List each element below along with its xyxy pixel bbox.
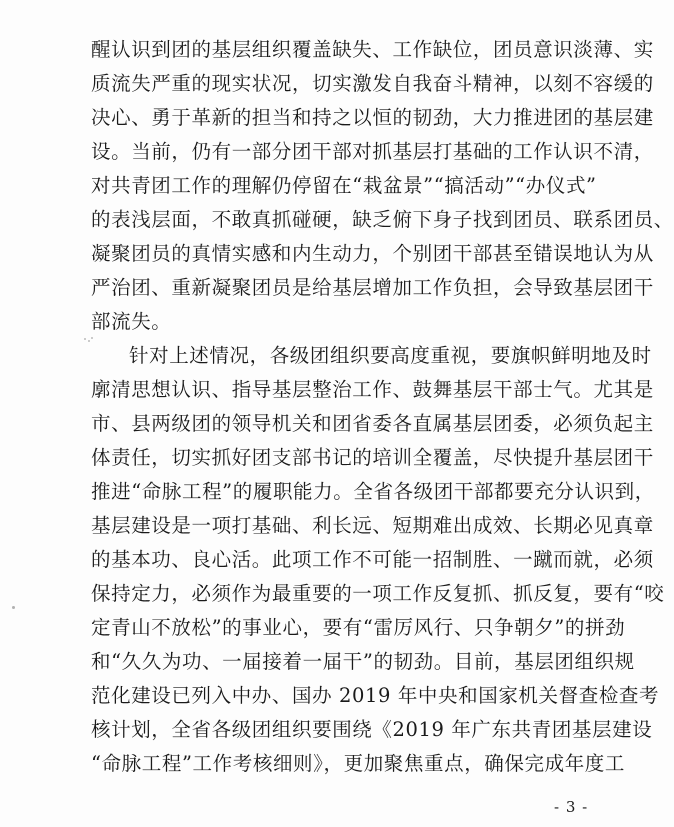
text-line: 醒认识到团的基层组织覆盖缺失、工作缺位，团员意识淡薄、实 bbox=[91, 38, 654, 61]
text-line: 核计划，全省各级团组织要围绕《2019 年广东共青团基层建设 bbox=[91, 718, 653, 741]
text-line: 范化建设已列入中办、国办 2019 年中央和国家机关督查检查考 bbox=[91, 684, 660, 707]
text-line: 的表浅层面，不敢真抓碰硬，缺乏俯下身子找到团员、联系团员、 bbox=[91, 208, 674, 231]
text-line: “命脉工程”工作考核细则》，更加聚焦重点，确保完成年度工 bbox=[91, 752, 625, 775]
text-line: 严治团、重新凝聚团员是给基层增加工作负担，会导致基层团干 bbox=[91, 276, 654, 299]
text-line: 定青山不放松”的事业心，要有“雷厉风行、只争朝夕”的拼劲 bbox=[91, 616, 626, 639]
text-line: 凝聚团员的真情实感和内生动力，个别团干部甚至错误地认为从 bbox=[91, 242, 654, 265]
text-line: 部流失。 bbox=[91, 310, 172, 333]
text-line: 基层建设是一项打基础、利长远、短期难出成效、长期必见真章 bbox=[91, 514, 654, 537]
text-line: 廓清思想认识、指导基层整治工作、鼓舞基层干部士气。尤其是 bbox=[91, 378, 654, 401]
text-line: 决心、勇于革新的担当和持之以恒的韧劲，大力推进团的基层建 bbox=[91, 106, 654, 129]
scan-dot bbox=[12, 606, 15, 609]
page-number: - 3 - bbox=[554, 798, 589, 816]
paragraph-first-line: 针对上述情况，各级团组织要高度重视，要旗帜鲜明地及时 bbox=[129, 344, 652, 367]
text-line: 对共青团工作的理解仍停留在“栽盆景”“搞活动”“办仪式” bbox=[91, 174, 597, 197]
text-line: 设。当前，仍有一部分团干部对抓基层打基础的工作认识不清， bbox=[91, 140, 654, 163]
text-line: 市、县两级团的领导机关和团省委各直属基层团委，必须负起主 bbox=[91, 412, 654, 435]
text-line: 的基本功、良心活。此项工作不可能一招制胜、一蹴而就，必须 bbox=[91, 548, 654, 571]
text-line: 质流失严重的现实状况，切实激发自我奋斗精神，以刻不容缓的 bbox=[91, 72, 654, 95]
text-line: 推进“命脉工程”的履职能力。全省各级团干部都要充分认识到， bbox=[91, 480, 655, 503]
text-line: 体责任，切实抓好团支部书记的培训全覆盖，尽快提升基层团干 bbox=[91, 446, 654, 469]
scan-speck bbox=[84, 337, 94, 343]
text-line: 和“久久为功、一届接着一届干”的韧劲。目前，基层团组织规 bbox=[91, 650, 635, 673]
text-line: 保持定力，必须作为最重要的一项工作反复抓、抓反复，要有“咬 bbox=[91, 582, 665, 605]
